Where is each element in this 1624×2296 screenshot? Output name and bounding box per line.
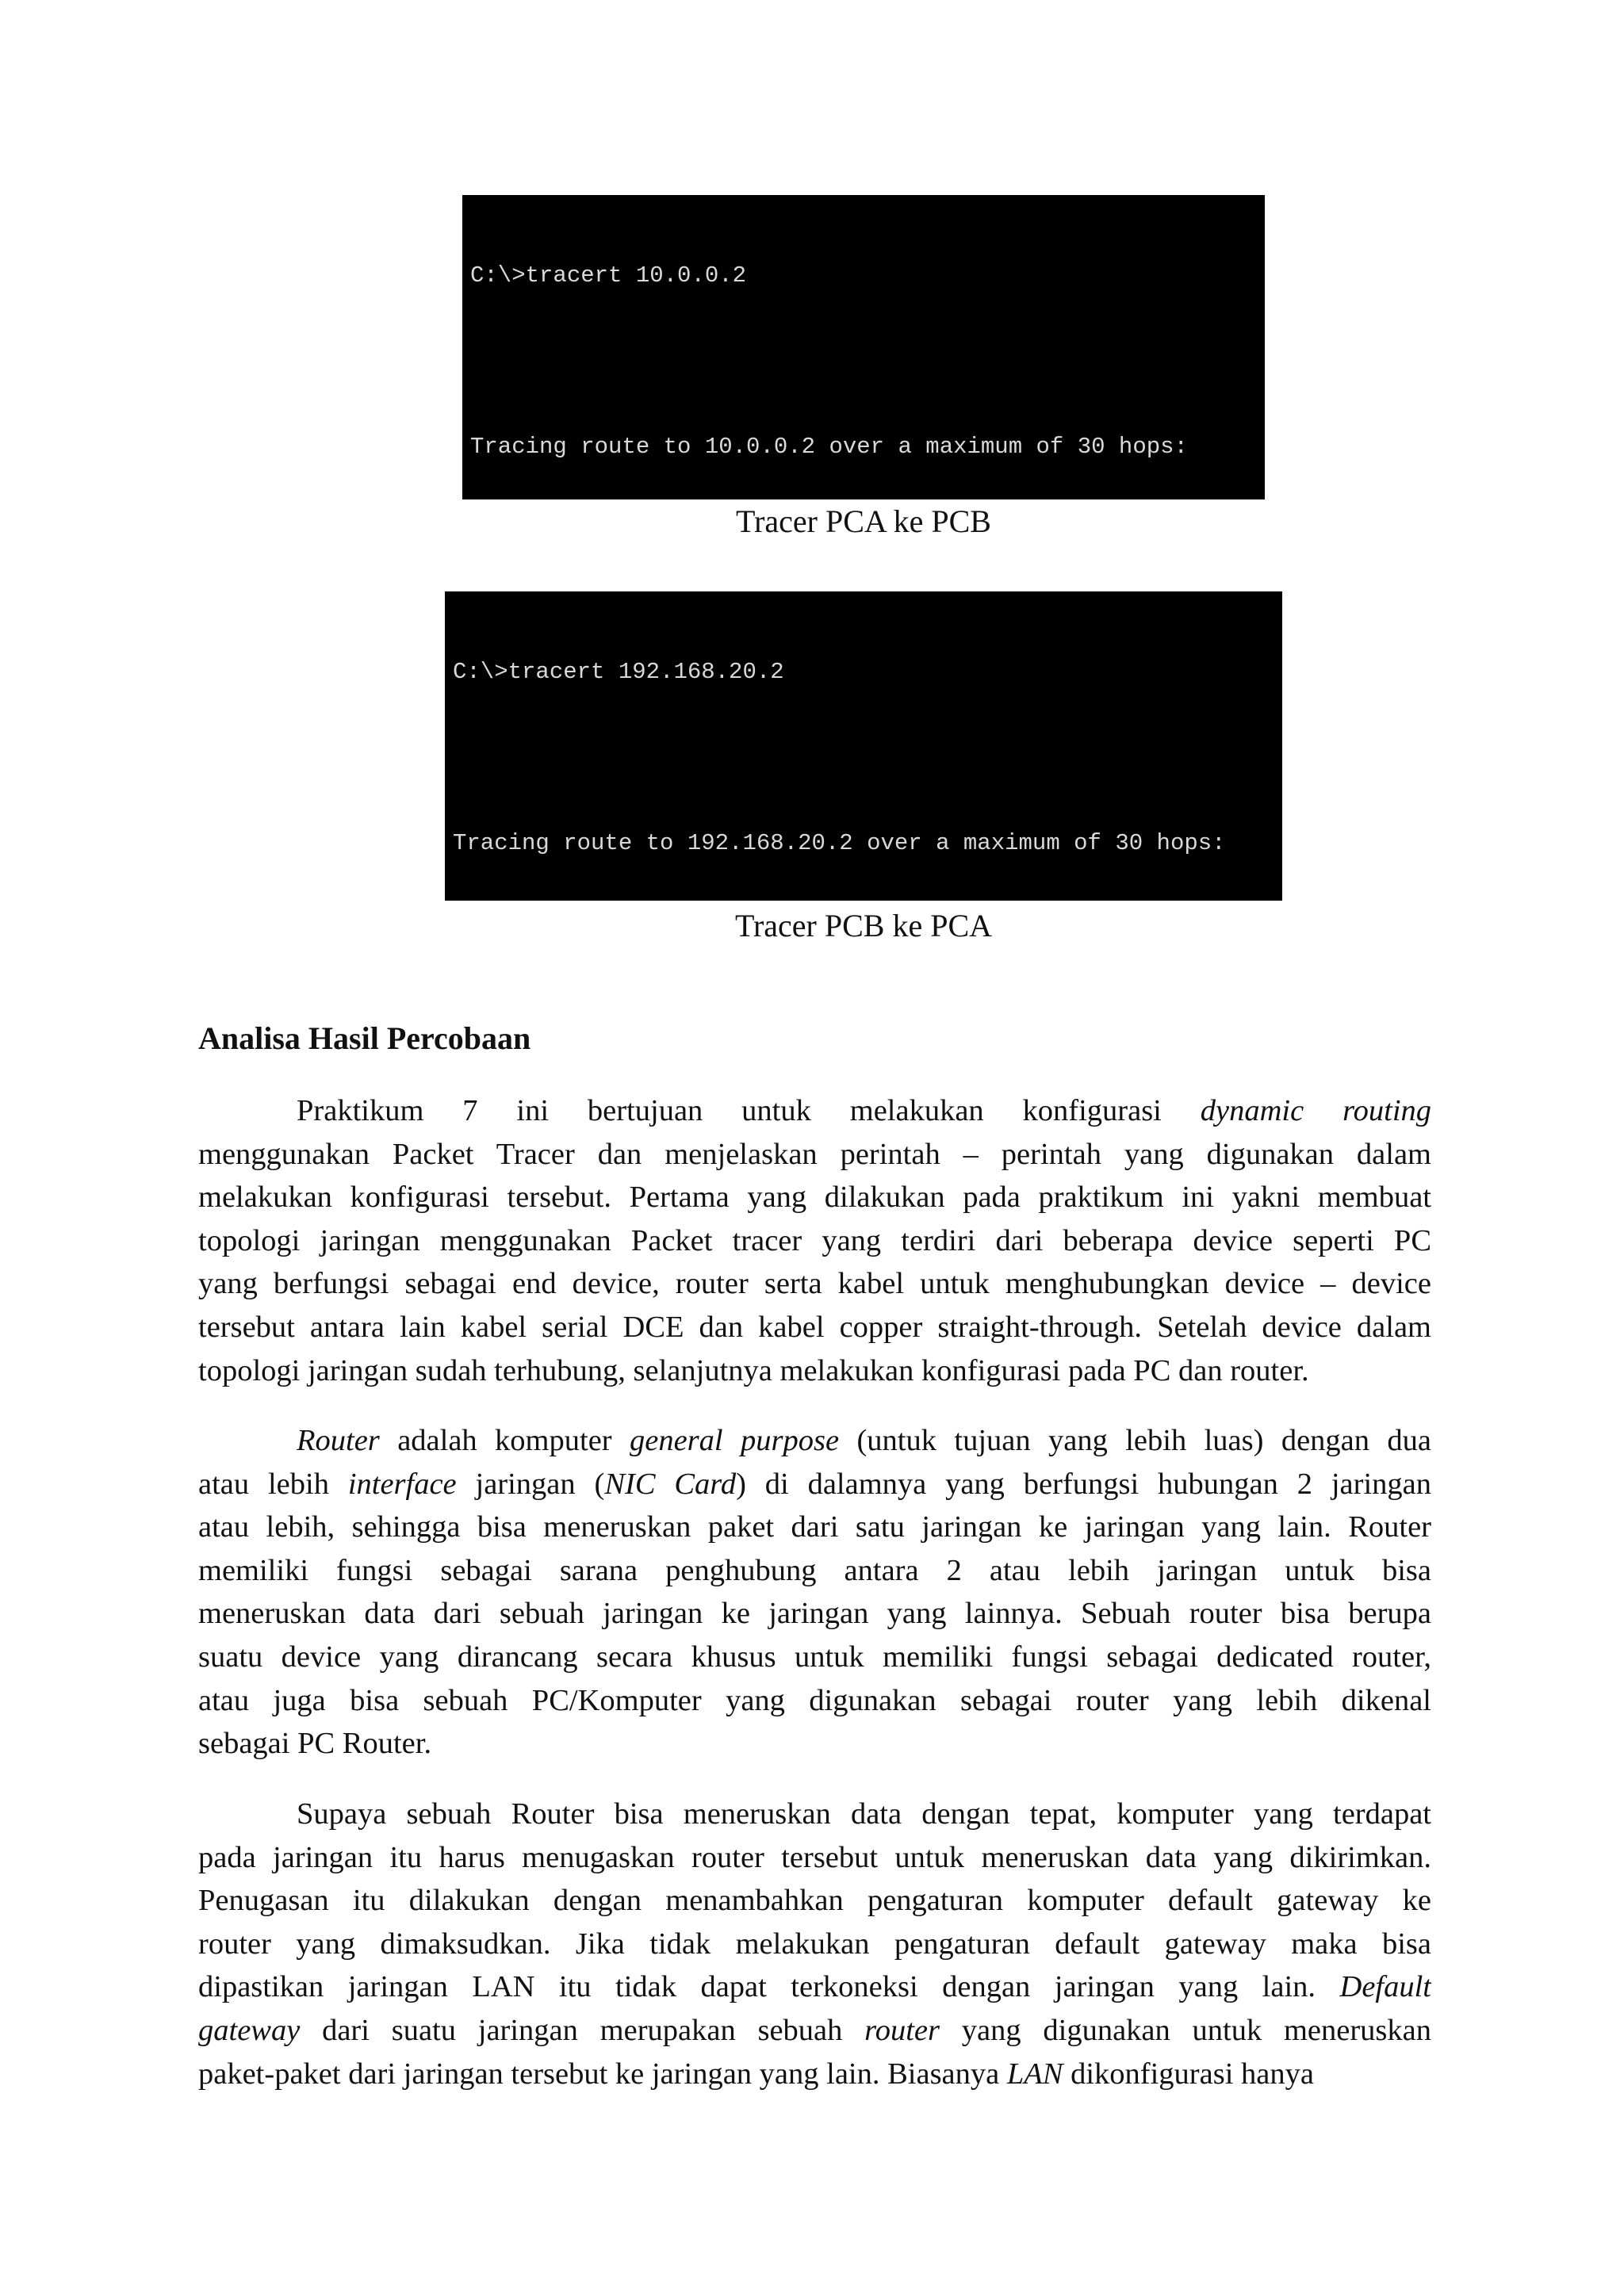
paragraph-line: paket-paket dari jaringan tersebut ke jaringan yang lain. Biasanya LAN dikonfigurasi hanya — [198, 2057, 1314, 2091]
paragraph-line: atau lebih interface jaringan (NIC Card) di dalamnya yang berfungsi hubungan 2 jaringan — [198, 1467, 1431, 1501]
paragraph-line: meneruskan data dari sebuah jaringan ke jaringan yang lainnya. Sebuah router bisa berupa — [198, 1597, 1431, 1631]
body-paragraph — [198, 1089, 1431, 1392]
paragraph-line: sebagai PC Router. — [198, 1727, 432, 1761]
paragraph-line: memiliki fungsi sebagai sarana penghubung antara 2 atau lebih jaringan untuk bisa — [198, 1553, 1431, 1587]
console-tracing-line: Tracing route to 192.168.20.2 over a maximum of 30 hops: — [453, 830, 1226, 856]
paragraph-line: atau lebih, sehingga bisa meneruskan paket dari satu jaringan ke jaringan yang lain. Router — [198, 1510, 1431, 1544]
paragraph-line: tersebut antara lain kabel serial DCE dan kabel copper straight-through. Setelah device dalam — [198, 1310, 1431, 1344]
paragraph-line: suatu device yang dirancang secara khusus untuk memiliki fungsi sebagai dedicated router, — [198, 1640, 1431, 1674]
paragraph-line: dipastikan jaringan LAN itu tidak dapat terkoneksi dengan jaringan yang lain. Default — [198, 1970, 1431, 2004]
body-paragraph — [198, 1419, 1431, 1766]
console-screenshot-pcb-to-pca — [445, 591, 1282, 901]
section-heading: Analisa Hasil Percobaan — [198, 1020, 531, 1056]
paragraph-line: melakukan konfigurasi tersebut. Pertama yang dilakukan pada praktikum ini yakni membuat — [198, 1181, 1431, 1215]
console-command: C:\>tracert 192.168.20.2 — [453, 659, 784, 685]
paragraph-line: Praktikum 7 ini bertujuan untuk melakukan konfigurasi dynamic routing — [297, 1094, 1431, 1127]
paragraph-line: atau juga bisa sebuah PC/Komputer yang digunakan sebagai router yang lebih dikenal — [198, 1683, 1431, 1717]
paragraph-line: Penugasan itu dilakukan dengan menambahkan pengaturan komputer default gateway ke — [198, 1884, 1431, 1918]
body-paragraph — [198, 1793, 1431, 2095]
console-screenshot-pca-to-pcb — [462, 195, 1265, 499]
paragraph-line: Supaya sebuah Router bisa meneruskan data dengan tepat, komputer yang terdapat — [297, 1797, 1431, 1831]
figure-caption: Tracer PCB ke PCA — [734, 908, 993, 943]
paragraph-line: topologi jaringan menggunakan Packet tracer yang terdiri dari beberapa device seperti PC — [198, 1223, 1431, 1257]
paragraph-line: yang berfungsi sebagai end device, router serta kabel untuk menghubungkan device – device — [198, 1267, 1431, 1301]
paragraph-line: menggunakan Packet Tracer dan menjelaskan perintah – perintah yang digunakan dalam — [198, 1137, 1431, 1171]
paragraph-line: router yang dimaksudkan. Jika tidak melakukan pengaturan default gateway maka bisa — [198, 1927, 1431, 1961]
paragraph-line: Router adalah komputer general purpose (untuk tujuan yang lebih luas) dengan dua — [297, 1424, 1431, 1457]
figure-caption: Tracer PCA ke PCB — [736, 503, 991, 539]
console-command: C:\>tracert 10.0.0.2 — [470, 262, 747, 289]
paragraph-line: gateway dari suatu jaringan merupakan sebuah router yang digunakan untuk meneruskan — [198, 2013, 1431, 2047]
console-tracing-line: Tracing route to 10.0.0.2 over a maximum of 30 hops: — [470, 434, 1188, 460]
paragraph-line: topologi jaringan sudah terhubung, selanjutnya melakukan konfigurasi pada PC dan router. — [198, 1353, 1309, 1387]
paragraph-line: pada jaringan itu harus menugaskan router tersebut untuk meneruskan data yang dikirimkan. — [198, 1840, 1431, 1874]
